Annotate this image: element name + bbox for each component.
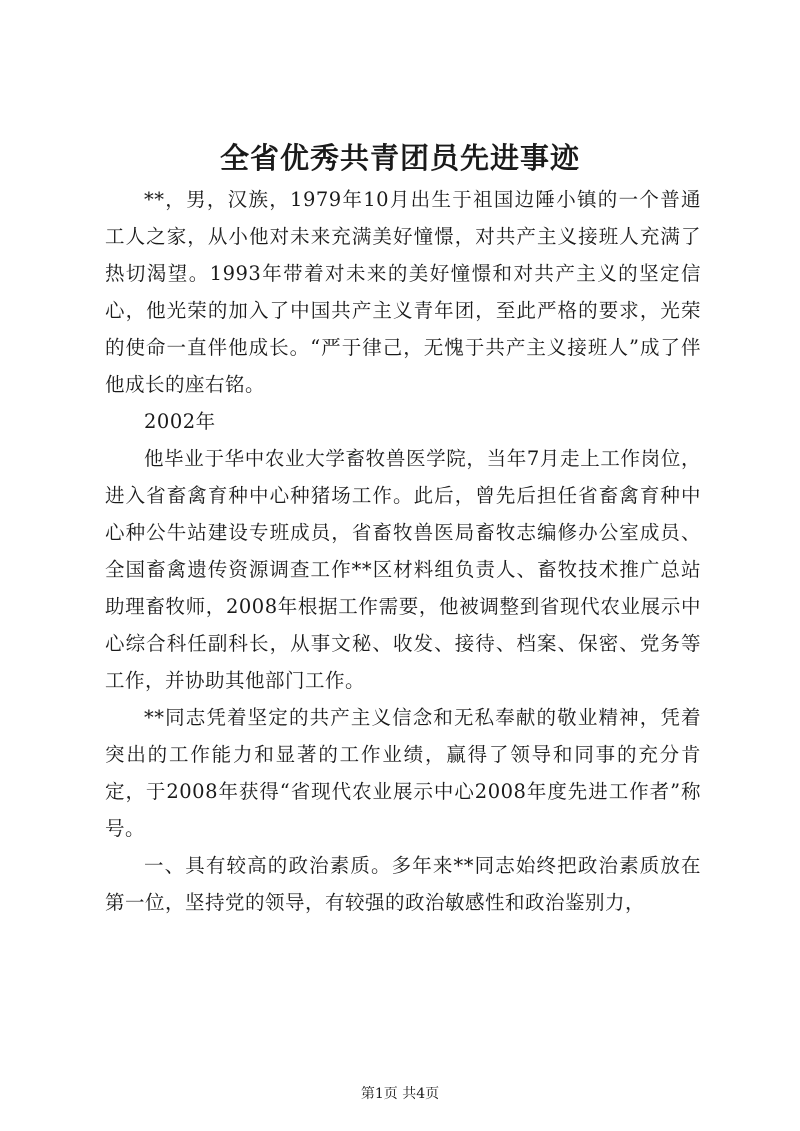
page-title: 全省优秀共青团员先进事迹: [219, 141, 580, 175]
paragraph-intro: **，男，汉族，1979年10月出生于祖国边陲小镇的一个普通工人之家，从小他对未来充满美好憧憬，对共产主义接班人充满了热切渴望。1993年带着对未来的美好憧憬和对共产主义的坚定信心，他光荣的加入了中国共产主义青年团，至此严格的要求，光荣的使命一直伴他成长。“严于律己，无愧于共产主义接班人”成了伴他成长的座右铭。: [105, 188, 701, 396]
paragraph-award: **同志凭着坚定的共产主义信念和无私奉献的敬业精神，凭着突出的工作能力和显著的工作业绩，赢得了领导和同事的充分肯定，于2008年获得“省现代农业展示中心2008年度先进工作者”称号。: [105, 706, 701, 840]
page-footer: 第1页 共4页: [360, 1086, 440, 1102]
paragraph-career: 他毕业于华中农业大学畜牧兽医学院，当年7月走上工作岗位，进入省畜禽育种中心种猪场工作。此后，曾先后担任省畜禽育种中心种公牛站建设专班成员，省畜牧兽医局畜牧志编修办公室成员、全国畜禽遗传资源调查工作**区材料组负责人、畜牧技术推广总站助理畜牧师，2008年根据工作需要，他被调整到省现代农业展示中心综合科任副科长，从事文秘、收发、接待、档案、保密、党务等工作，并协助其他部门工作。: [105, 447, 701, 692]
paragraph-year: 2002年: [144, 410, 216, 433]
document-body: [105, 181, 701, 921]
paragraph-political: 一、具有较高的政治素质。多年来**同志始终把政治素质放在第一位，坚持党的领导，有较强的政治敏感性和政治鉴别力，: [105, 854, 701, 914]
